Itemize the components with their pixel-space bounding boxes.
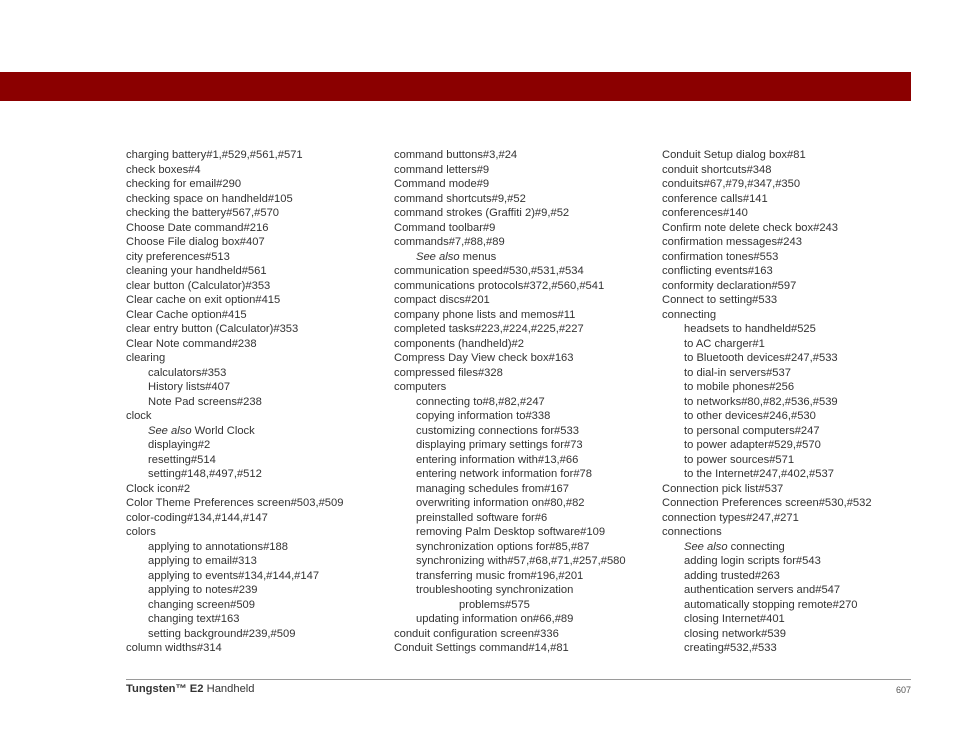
index-subentry (126, 467, 388, 482)
index-subentry (394, 540, 656, 555)
index-entry (394, 380, 656, 395)
index-entry-text: managing schedules from#167 (416, 482, 569, 495)
footer-product-name: Tungsten™ E2 (126, 683, 204, 695)
index-subentry (662, 380, 924, 395)
index-subentry (662, 424, 924, 439)
index-entry-text: clear button (Calculator)#353 (126, 279, 271, 292)
index-entry-text: computers (394, 381, 447, 393)
index-subentry (394, 554, 656, 569)
index-entry (126, 206, 388, 221)
index-entry-text: preinstalled software for#6 (416, 511, 548, 524)
index-subentry (662, 322, 924, 337)
index-entry-text: command buttons#3,#24 (394, 149, 518, 161)
index-subentry (662, 351, 924, 366)
index-entry-text: checking space on handheld#105 (126, 192, 293, 205)
index-entry-text: changing text#163 (148, 613, 240, 625)
index-entry (662, 148, 924, 163)
index-entry (662, 482, 924, 497)
index-subentry (394, 598, 656, 613)
index-entry-text: applying to notes#239 (148, 584, 258, 596)
index-entry (126, 221, 388, 236)
index-column-1 (126, 148, 388, 656)
index-entry (126, 264, 388, 279)
index-entry-text: applying to annotations#188 (148, 540, 288, 553)
index-entry (394, 192, 656, 207)
index-entry-text: Color Theme Preferences screen#503,#509 (126, 497, 344, 509)
index-entry-text: problems#575 (459, 598, 530, 611)
index-entry-text: applying to events#134,#144,#147 (148, 569, 320, 582)
index-subentry (126, 583, 388, 598)
index-entry-text: checking the battery#567,#570 (126, 207, 280, 219)
index-entry-text: to Bluetooth devices#247,#533 (684, 352, 838, 364)
index-entry-text: transferring music from#196,#201 (416, 569, 584, 582)
index-entry-text: Connection Preferences screen#530,#532 (662, 497, 872, 509)
index-column-3 (662, 148, 924, 656)
index-entry (394, 351, 656, 366)
index-subentry (662, 540, 924, 555)
footer-rule (126, 679, 911, 680)
index-entry-text: to power sources#571 (684, 453, 795, 466)
index-entry-text: creating#532,#533 (684, 642, 777, 654)
index-entry-text: to power adapter#529,#570 (684, 439, 821, 451)
index-subentry (662, 395, 924, 410)
index-entry-text: Choose File dialog box#407 (126, 236, 265, 248)
index-entry (126, 192, 388, 207)
index-subentry (394, 511, 656, 526)
index-entry (662, 235, 924, 250)
index-subentry (126, 598, 388, 613)
index-entry-text: Command toolbar#9 (394, 221, 496, 234)
index-entry-text: calculators#353 (148, 366, 227, 379)
index-entry-text: Conduit Settings command#14,#81 (394, 642, 569, 654)
index-subentry (394, 482, 656, 497)
index-entry-text: compact discs#201 (394, 294, 490, 306)
index-entry (126, 163, 388, 178)
index-subentry (394, 583, 656, 598)
index-subentry (126, 438, 388, 453)
index-subentry (662, 583, 924, 598)
index-subentry (394, 409, 656, 424)
index-entry (126, 351, 388, 366)
index-subentry (662, 641, 924, 656)
see-also-label: See also (148, 424, 192, 437)
index-entry (126, 409, 388, 424)
index-entry (394, 337, 656, 352)
index-entry-text: displaying primary settings for#73 (416, 439, 583, 451)
index-entry-text: Clear cache on exit option#415 (126, 294, 281, 306)
index-subentry (126, 569, 388, 584)
footer-product (126, 683, 255, 695)
index-entry-text: applying to email#313 (148, 555, 257, 567)
index-subentry (394, 525, 656, 540)
index-entry (126, 511, 388, 526)
index-entry (662, 206, 924, 221)
index-entry-text: clock (126, 410, 152, 422)
index-entry (126, 482, 388, 497)
index-subentry (662, 409, 924, 424)
index-entry-text: Compress Day View check box#163 (394, 352, 574, 364)
index-entry-text: closing Internet#401 (684, 613, 785, 625)
index-subentry (662, 598, 924, 613)
index-entry-text: city preferences#513 (126, 250, 230, 263)
index-entry (126, 322, 388, 337)
index-entry-text: compressed files#328 (394, 366, 503, 379)
index-entry (662, 177, 924, 192)
index-entry-text: adding trusted#263 (684, 569, 780, 582)
index-subentry (126, 366, 388, 381)
index-entry-text: Connect to setting#533 (662, 294, 778, 306)
index-entry (126, 250, 388, 265)
index-entry (394, 221, 656, 236)
index-entry-text: History lists#407 (148, 381, 231, 393)
index-subentry (394, 453, 656, 468)
index-entry-text: Note Pad screens#238 (148, 395, 262, 408)
index-entry-text: to other devices#246,#530 (684, 410, 816, 422)
index-entry (662, 221, 924, 236)
index-subentry (394, 424, 656, 439)
index-subentry (662, 612, 924, 627)
index-entry (394, 279, 656, 294)
index-entry-text: clearing (126, 352, 166, 364)
index-subentry (126, 612, 388, 627)
index-entry (126, 496, 388, 511)
index-subentry (126, 627, 388, 642)
index-entry (662, 279, 924, 294)
index-subentry (126, 380, 388, 395)
see-also-label: See also (416, 250, 460, 263)
index-entry-text: clear entry button (Calculator)#353 (126, 323, 299, 335)
index-subentry (126, 395, 388, 410)
index-entry-text: communications protocols#372,#560,#541 (394, 279, 605, 292)
index-entry (662, 192, 924, 207)
index-subentry (662, 554, 924, 569)
index-entry-text: setting#148,#497,#512 (148, 468, 262, 480)
index-entry (662, 525, 924, 540)
index-entry (394, 206, 656, 221)
index-entry-text: connecting to#8,#82,#247 (416, 395, 545, 408)
index-entry (394, 293, 656, 308)
index-entry-text: adding login scripts for#543 (684, 555, 821, 567)
index-entry-text: commands#7,#88,#89 (394, 236, 505, 248)
index-entry (662, 163, 924, 178)
index-entry-text: conduits#67,#79,#347,#350 (662, 178, 801, 190)
index-entry-text: Choose Date command#216 (126, 221, 269, 234)
index-subentry (662, 438, 924, 453)
index-subentry (394, 395, 656, 410)
header-banner (0, 72, 911, 101)
index-entry-text: conferences#140 (662, 207, 748, 219)
index-entry-text: copying information to#338 (416, 410, 551, 422)
index-entry (394, 322, 656, 337)
index-entry-text: completed tasks#223,#224,#225,#227 (394, 323, 584, 335)
index-subentry (662, 627, 924, 642)
index-entry-text: overwriting information on#80,#82 (416, 497, 585, 509)
index-entry-text: customizing connections for#533 (416, 424, 579, 437)
index-entry-text: charging battery#1,#529,#561,#571 (126, 149, 303, 161)
index-entry-text: conduit shortcuts#348 (662, 163, 772, 176)
index-entry-text: displaying#2 (148, 439, 211, 451)
index-subentry (662, 453, 924, 468)
index-subentry (126, 554, 388, 569)
index-entry (126, 148, 388, 163)
see-also-label: See also (684, 540, 728, 553)
index-subentry (394, 250, 656, 265)
index-entry-text: menus (459, 250, 497, 263)
index-entry (394, 627, 656, 642)
index-entry-text: resetting#514 (148, 453, 216, 466)
index-entry-text: synchronizing with#57,#68,#71,#257,#580 (416, 555, 626, 567)
index-entry (662, 293, 924, 308)
index-entry (126, 177, 388, 192)
index-entry-text: automatically stopping remote#270 (684, 598, 858, 611)
index-entry-text: connecting (727, 540, 785, 553)
index-entry-text: command strokes (Graffiti 2)#9,#52 (394, 207, 570, 219)
index-entry-text: setting background#239,#509 (148, 627, 296, 640)
index-entry (126, 279, 388, 294)
index-entry (126, 641, 388, 656)
index-subentry (126, 453, 388, 468)
index-entry (126, 308, 388, 323)
index-entry (394, 308, 656, 323)
index-subentry (394, 612, 656, 627)
index-entry-text: checking for email#290 (126, 178, 242, 190)
index-entry-text: column widths#314 (126, 642, 222, 654)
index-entry-text: entering information with#13,#66 (416, 453, 579, 466)
index-entry-text: command shortcuts#9,#52 (394, 192, 526, 205)
index-entry (662, 264, 924, 279)
index-column-2 (394, 148, 656, 656)
index-entry (126, 525, 388, 540)
index-entry (662, 496, 924, 511)
index-entry-text: headsets to handheld#525 (684, 323, 816, 335)
page-number: 607 (895, 685, 911, 695)
index-entry-text: to mobile phones#256 (684, 381, 795, 393)
footer-product-suffix: Handheld (203, 683, 255, 695)
index-entry-text: check boxes#4 (126, 163, 201, 176)
index-entry-text: cleaning your handheld#561 (126, 265, 267, 277)
index-entry-text: removing Palm Desktop software#109 (416, 526, 606, 538)
index-entry-text: communication speed#530,#531,#534 (394, 265, 584, 277)
index-entry-text: to personal computers#247 (684, 424, 820, 437)
index-subentry (126, 540, 388, 555)
index-entry (662, 250, 924, 265)
index-entry-text: synchronization options for#85,#87 (416, 540, 590, 553)
index-entry-text: connecting (662, 308, 717, 321)
index-entry (126, 235, 388, 250)
index-entry-text: changing screen#509 (148, 598, 255, 611)
index-entry (662, 308, 924, 323)
index-entry (394, 366, 656, 381)
index-subentry (394, 467, 656, 482)
index-subentry (662, 337, 924, 352)
index-entry (394, 641, 656, 656)
index-entry-text: connections (662, 526, 722, 538)
index-entry (394, 264, 656, 279)
index-entry-text: conflicting events#163 (662, 265, 773, 277)
index-subentry (662, 467, 924, 482)
index-entry-text: Clear Note command#238 (126, 337, 257, 350)
index-entry-text: command letters#9 (394, 163, 490, 176)
index-entry-text: company phone lists and memos#11 (394, 308, 576, 321)
index-entry-text: Conduit Setup dialog box#81 (662, 149, 806, 161)
index-entry-text: conformity declaration#597 (662, 279, 797, 292)
index-entry (394, 148, 656, 163)
index-entry-text: confirmation tones#553 (662, 250, 779, 263)
index-entry-text: to dial-in servers#537 (684, 366, 791, 379)
index-entry-text: entering network information for#78 (416, 468, 592, 480)
index-entry-text: Confirm note delete check box#243 (662, 221, 839, 234)
index-entry-text: Command mode#9 (394, 178, 490, 190)
index-entry-text: to networks#80,#82,#536,#539 (684, 395, 838, 408)
index-entry (394, 177, 656, 192)
index-entry (126, 337, 388, 352)
index-entry-text: to the Internet#247,#402,#537 (684, 468, 834, 480)
index-subentry (394, 569, 656, 584)
index-subentry (126, 424, 388, 439)
index-entry-text: Clock icon#2 (126, 482, 191, 495)
index-entry-text: World Clock (191, 424, 255, 437)
index-entry-text: troubleshooting synchronization (416, 584, 574, 596)
index-entry-text: conduit configuration screen#336 (394, 627, 559, 640)
index-entry-text: closing network#539 (684, 627, 786, 640)
index-entry-text: conference calls#141 (662, 192, 768, 205)
index-entry-text: Clear Cache option#415 (126, 308, 247, 321)
index-entry-text: authentication servers and#547 (684, 584, 841, 596)
index-entry (662, 511, 924, 526)
index-entry-text: components (handheld)#2 (394, 337, 524, 350)
index-entry-text: color-coding#134,#144,#147 (126, 511, 268, 524)
index-entry-text: Connection pick list#537 (662, 482, 784, 495)
index-entry (394, 235, 656, 250)
index-entry-text: connection types#247,#271 (662, 511, 799, 524)
index-subentry (394, 438, 656, 453)
index-subentry (662, 366, 924, 381)
index-entry-text: colors (126, 526, 156, 538)
index-entry (126, 293, 388, 308)
index-entry-text: updating information on#66,#89 (416, 613, 574, 625)
index-entry (394, 163, 656, 178)
index-entry-text: to AC charger#1 (684, 337, 765, 350)
index-subentry (662, 569, 924, 584)
index-entry-text: confirmation messages#243 (662, 236, 802, 248)
index-subentry (394, 496, 656, 511)
